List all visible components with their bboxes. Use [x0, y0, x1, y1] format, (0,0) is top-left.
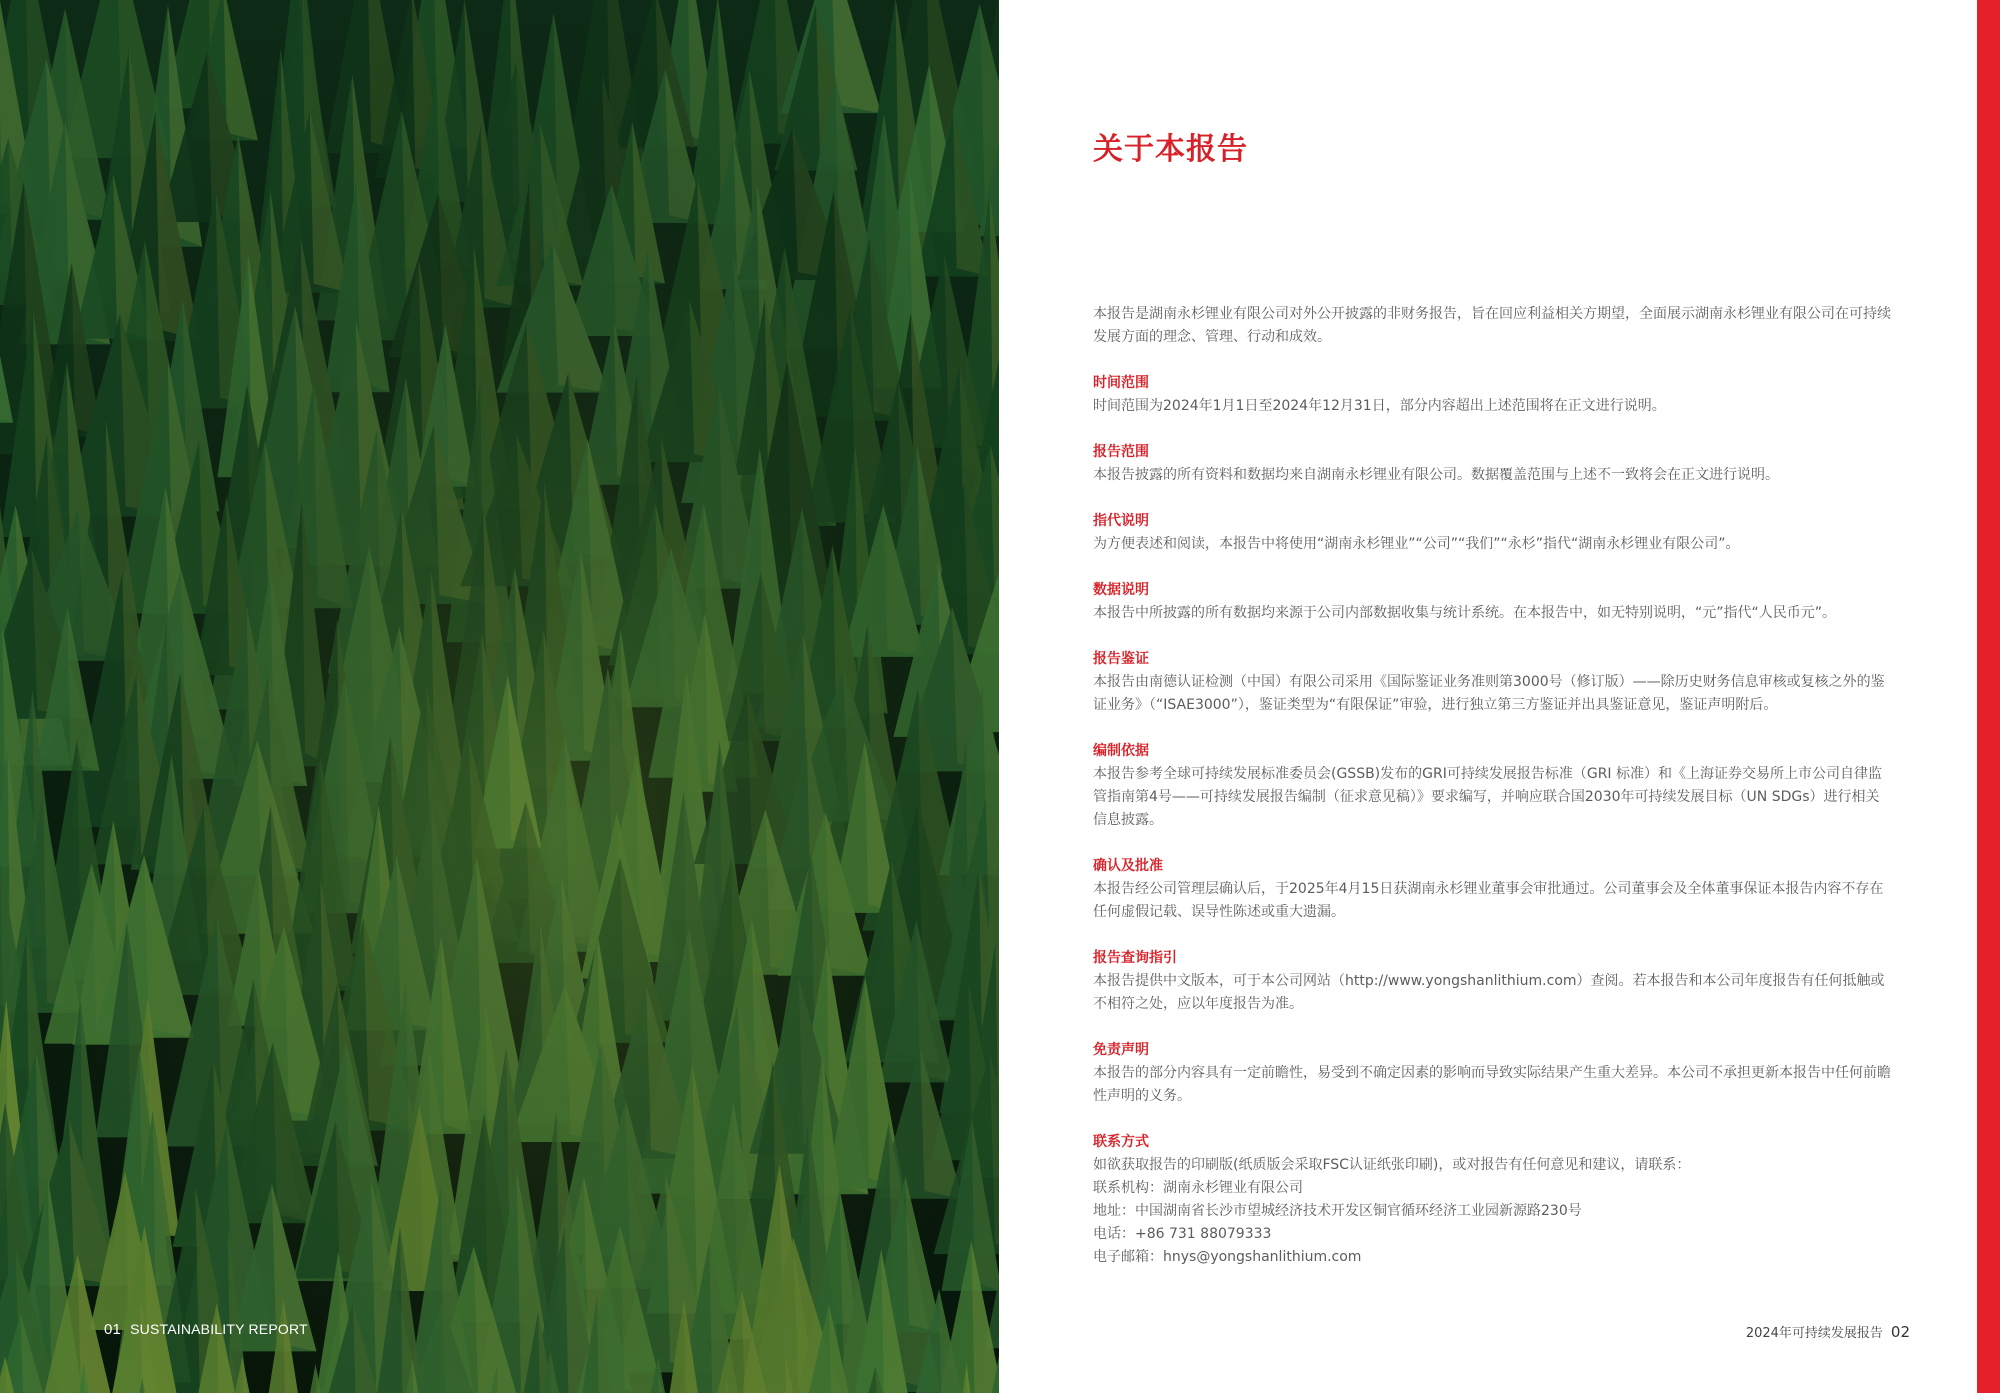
section-approval: [1093, 855, 1893, 924]
section-title: 报告范围: [1093, 444, 1149, 460]
section-body: 本报告披露的所有资料和数据均来自湖南永杉锂业有限公司。数据覆盖范围与上述不一致将会在正文进行说明。: [1093, 467, 1779, 483]
section-time-range: [1093, 372, 1893, 418]
section-title: 免责声明: [1093, 1042, 1149, 1058]
section-access-guide: [1093, 947, 1893, 1016]
section-title: 指代说明: [1093, 513, 1149, 529]
right-footer-label: 2024年可持续发展报告: [1745, 1326, 1883, 1341]
section-title: 编制依据: [1093, 743, 1149, 759]
section-title: 时间范围: [1093, 375, 1149, 391]
intro-paragraph: 本报告是湖南永杉锂业有限公司对外公开披露的非财务报告，旨在回应利益相关方期望，全面展示湖南永杉锂业有限公司在可持续发展方面的理念、管理、行动和成效。: [1093, 306, 1891, 345]
right-page-number: 02: [1890, 1323, 1910, 1341]
section-title: 报告查询指引: [1093, 950, 1177, 966]
section-body: 本报告的部分内容具有一定前瞻性，易受到不确定因素的影响而导致实际结果产生重大差异。本公司不承担更新本报告中任何前瞻性声明的义务。: [1093, 1065, 1891, 1104]
contact-phone: 电话：+86 731 88079333: [1093, 1226, 1272, 1242]
forest-photo: [0, 0, 999, 1393]
contact-intro: 如欲获取报告的印刷版(纸质版会采取FSC认证纸张印刷)，或对报告有任何意见和建议，请联系：: [1093, 1157, 1691, 1173]
red-edge-stripe: [1977, 0, 2000, 1393]
section-disclaimer: [1093, 1039, 1893, 1108]
section-references: [1093, 510, 1893, 556]
section-body: 本报告提供中文版本，可于本公司网站（http://www.yongshanlithium.com）查阅。若本报告和本公司年度报告有任何抵触或不相符之处，应以年度报告为准。: [1093, 973, 1885, 1012]
left-footer-label: SUSTAINABILITY REPORT: [130, 1321, 308, 1337]
section-body: 本报告由南德认证检测（中国）有限公司采用《国际鉴证业务准则第3000号（修订版）——除历史财务信息审核或复核之外的鉴证业务》（“ISAE3000”），鉴证类型为“有限保证”审验，进行独立第三方鉴证并出具鉴证意见，鉴证声明附后。: [1093, 674, 1885, 713]
section-body: 本报告中所披露的所有数据均来源于公司内部数据收集与统计系统。在本报告中，如无特别说明，“元”指代“人民币元”。: [1093, 605, 1837, 621]
section-body: 为方便表述和阅读，本报告中将使用“湖南永杉锂业”“公司”“我们”“永杉”指代“湖南永杉锂业有限公司”。: [1093, 536, 1740, 552]
section-contact: [1093, 1131, 1893, 1269]
contact-email: 电子邮箱：hnys@yongshanlithium.com: [1093, 1249, 1362, 1265]
left-footer: [104, 1321, 308, 1338]
section-body: 本报告经公司管理层确认后，于2025年4月15日获湖南永杉锂业董事会审批通过。公司董事会及全体董事保证本报告内容不存在任何虚假记载、误导性陈述或重大遗漏。: [1093, 881, 1884, 920]
left-page-number: 01: [104, 1321, 122, 1338]
report-content: [1093, 303, 1893, 1292]
section-basis: [1093, 740, 1893, 832]
contact-address: 地址：中国湖南省长沙市望城经济技术开发区铜官循环经济工业园新源路230号: [1093, 1203, 1582, 1219]
left-page: [0, 0, 999, 1393]
page-title: 关于本报告: [1093, 132, 1248, 167]
section-data-notes: [1093, 579, 1893, 625]
section-assurance: [1093, 648, 1893, 717]
section-body: 本报告参考全球可持续发展标准委员会(GSSB)发布的GRI可持续发展报告标准（GRI 标准）和《上海证券交易所上市公司自律监管指南第4号——可持续发展报告编制（征求意见稿）》要求编写，并响应联合国2030年可持续发展目标（UN SDGs）进行相关信息披露。: [1093, 766, 1883, 828]
contact-organization: 联系机构：湖南永杉锂业有限公司: [1093, 1180, 1303, 1196]
right-page: [999, 0, 2000, 1393]
section-title: 确认及批准: [1093, 858, 1163, 874]
section-title: 报告鉴证: [1093, 651, 1149, 667]
section-body: 时间范围为2024年1月1日至2024年12月31日，部分内容超出上述范围将在正文进行说明。: [1093, 398, 1666, 414]
section-title: 数据说明: [1093, 582, 1149, 598]
section-title: 联系方式: [1093, 1134, 1149, 1150]
right-footer: [1746, 1322, 1910, 1341]
section-report-scope: [1093, 441, 1893, 487]
